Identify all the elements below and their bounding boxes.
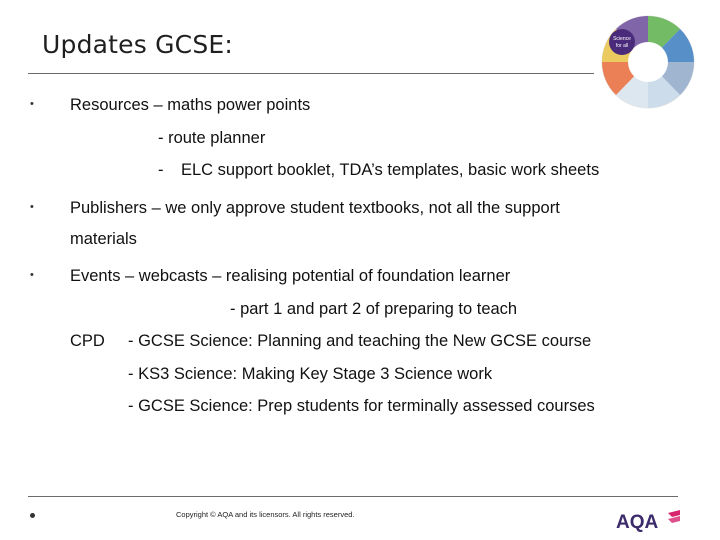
cpd-ks3-line: - KS3 Science: Making Key Stage 3 Science work [128, 365, 493, 383]
footer-dot-icon [30, 513, 35, 518]
events-line: Events – webcasts – realising potential of foundation learner [70, 267, 511, 285]
cpd-gcse-planning-line: - GCSE Science: Planning and teaching the New GCSE course [128, 332, 592, 350]
publishers-line: Publishers – we only approve student textbooks, not all the support [70, 199, 560, 217]
science-for-all-logo-icon [598, 12, 698, 112]
publishers-line-cont: materials [70, 230, 137, 248]
elc-support-line: ELC support booklet, TDA’s templates, basic work sheets [181, 161, 600, 179]
aqa-logo-icon [614, 506, 684, 534]
cpd-gcse-prep-line: - GCSE Science: Prep students for terminally assessed courses [128, 397, 595, 415]
bullet-marker: • [30, 201, 34, 213]
preparing-to-teach-line: - part 1 and part 2 of preparing to teach [230, 300, 518, 318]
resources-line: Resources – maths power points [70, 96, 311, 114]
copyright-notice: Copyright © AQA and its licensors. All rights reserved. [176, 510, 355, 519]
elc-dash: - [158, 161, 164, 179]
svg-text:for all: for all [615, 43, 629, 49]
footer-divider [28, 496, 678, 497]
bullet-marker: • [30, 98, 34, 110]
slide-title: Updates GCSE: [42, 30, 234, 59]
bullet-marker: • [30, 269, 34, 281]
title-divider [28, 73, 594, 74]
aqa-logo-text: AQA [616, 512, 659, 533]
route-planner-line: - route planner [158, 129, 266, 147]
svg-text:Science: Science [613, 36, 631, 42]
cpd-label: CPD [70, 332, 105, 350]
